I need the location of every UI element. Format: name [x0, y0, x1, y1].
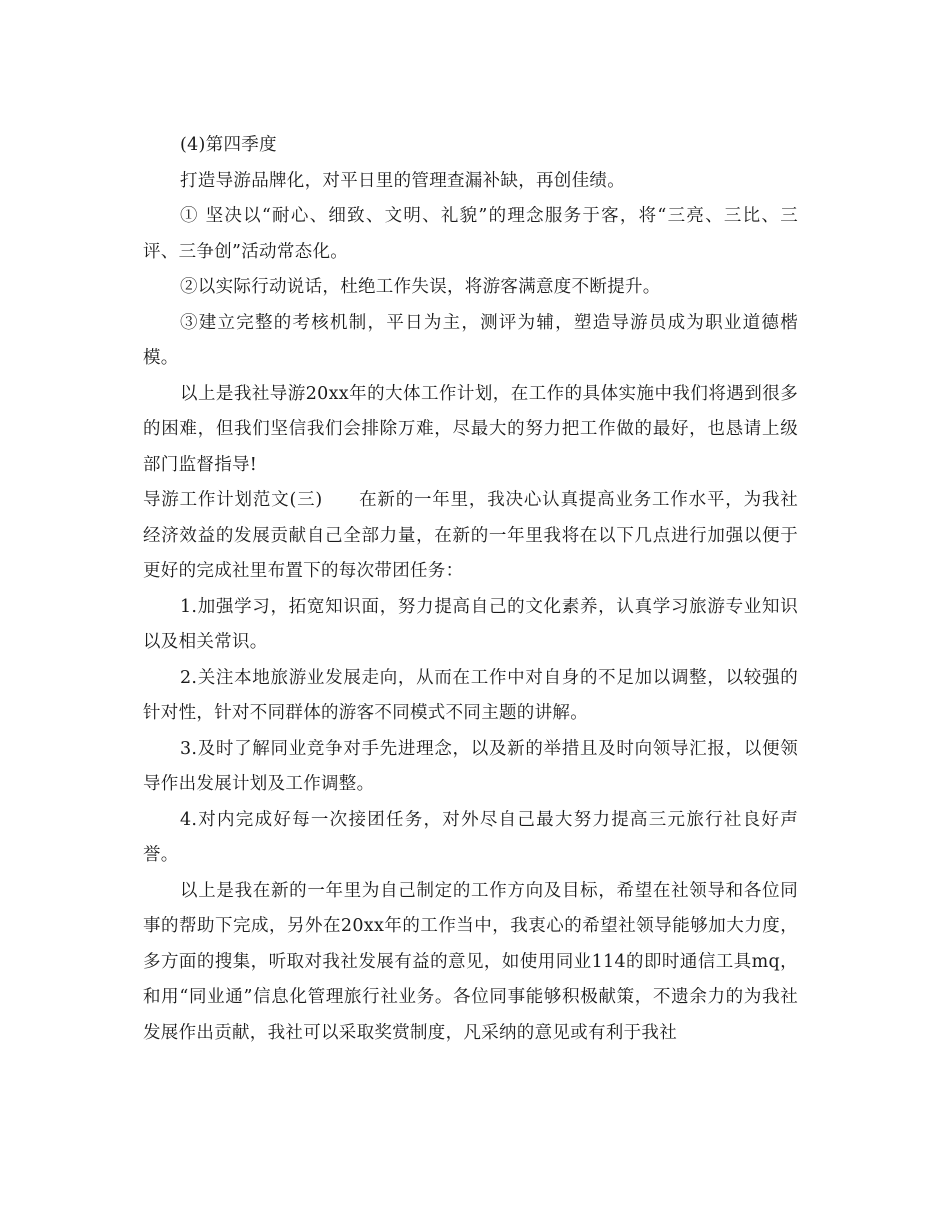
paragraph: ① 坚决以“耐心、细致、文明、礼貌”的理念服务于客，将“三亮、三比、三评、三争创”活动常态化。	[143, 206, 798, 262]
paragraph: 打造导游品牌化，对平日里的管理查漏补缺，再创佳绩。	[180, 170, 625, 191]
list-item: 1.加强学习，拓宽知识面，努力提高自己的文化素养，认真学习旅游专业知识以及相关常识。	[143, 596, 798, 652]
section-heading-q4: (4)第四季度	[180, 135, 277, 155]
paragraph: ②以实际行动说话，杜绝工作失误，将游客满意度不断提升。	[180, 277, 661, 297]
document-body	[143, 128, 798, 1051]
list-item: 4.对内完成好每一次接团任务，对外尽自己最大努力提高三元旅行社良好声誉。	[143, 809, 798, 865]
paragraph: ③建立完整的考核机制，平日为主，测评为辅，塑造导游员成为职业道德楷模。	[143, 312, 798, 368]
paragraph: 以上是我社导游20xx年的大体工作计划，在工作的具体实施中我们将遇到很多的困难，但我们坚信我们会排除万难，尽最大的努力把工作做的最好，也恳请上级部门监督指导!	[143, 383, 798, 475]
paragraph-body: 在新的一年里，我决心认真提高业务工作水平，为我社经济效益的发展贡献自己全部力量，在新的一年里我将在以下几点进行加强以便于更好的完成社里布置下的每次带团任务：	[143, 490, 798, 581]
paragraph-with-title	[143, 483, 798, 590]
list-item: 3.及时了解同业竞争对手先进理念，以及新的举措且及时向领导汇报，以便领导作出发展计划及工作调整。	[143, 738, 798, 794]
paragraph: 以上是我在新的一年里为自己制定的工作方向及目标，希望在社领导和各位同事的帮助下完成，另外在20xx年的工作当中，我衷心的希望社领导能够加大力度，多方面的搜集，听取对我社发展有益的意见，如使用同业114的即时通信工具mq，和用“同业通”信息化管理旅行社业务。各位同事能够积极献策，不遗余力的为我社发展作出贡献，我社可以采取奖赏制度，凡采纳的意见或有利于我社	[143, 880, 798, 1043]
section-title: 导游工作计划范文(三)	[143, 490, 323, 510]
list-item: 2.关注本地旅游业发展走向，从而在工作中对自身的不足加以调整，以较强的针对性，针对不同群体的游客不同模式不同主题的讲解。	[143, 667, 798, 723]
